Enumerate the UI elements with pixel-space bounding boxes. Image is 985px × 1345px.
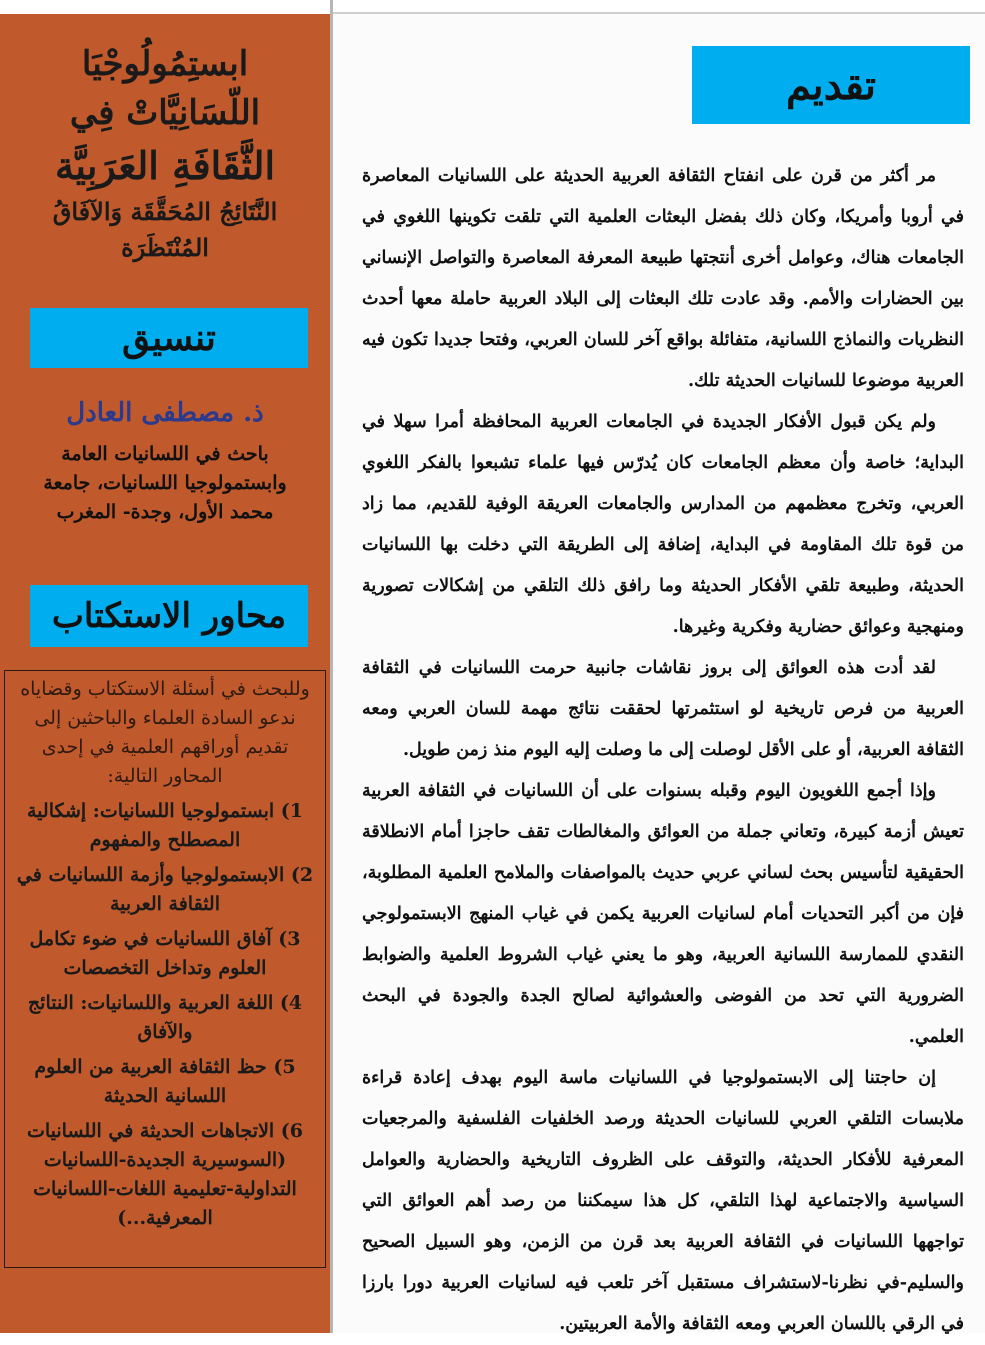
- axes-intro: وللبحث في أسئلة الاستكتاب وقضاياه ندعو السادة العلماء والباحثين إلى تقديم أوراقهم العلمية في إحدى المحاور التالية:: [20, 678, 310, 787]
- paragraph: لقد أدت هذه العوائق إلى بروز نقاشات جانبية حرمت اللسانيات في الثقافة العربية من فرص تاريخية لو استثمرتها لحققت نتائج مهمة للسان العربي ومعه الثقافة العربية، أو على الأقل لوصلت إلى ما وصلت إليه اليوم منذ زمن طويل.: [362, 658, 964, 760]
- coordination-heading: تنسيق: [30, 308, 308, 368]
- title-line-2: اللّسَانِيَّاتْ فِي: [69, 93, 261, 133]
- axis-item: 3) آفاق اللسانيات في ضوء تكامل العلوم وتداخل التخصصات: [29, 928, 301, 979]
- axis-item: 5) حظ الثقافة العربية من العلوم اللسانية الحديثة: [34, 1056, 296, 1107]
- axis-item: 1) ابستمولوجيا اللسانيات: إشكالية المصطلح والمفهوم: [27, 800, 303, 851]
- coordinator-description: باحث في اللسانيات العامة وابستمولوجيا اللسانيات، جامعة محمد الأول، وجدة- المغرب: [43, 443, 287, 523]
- axis-item: 4) اللغة العربية واللسانيات: النتائج والآفاق: [27, 992, 303, 1043]
- paragraph: وإذا أجمع اللغويون اليوم وقبله بسنوات على أن اللسانيات في الثقافة العربية تعيش أزمة كبيرة، وتعاني جملة من العوائق والمغالطات تقف حاجزا أمام الانطلاقة الحقيقية لتأسيس بحث لساني عربي حديث بالمواصفات والملامح العلمية المطلوبة، فإن من أكبر التحديات أمام لسانيات العربية يكمن في غياب المنهج الابستمولوجي النقدي للممارسة اللسانية العربية، وهو ما يعني غياب الشروط العلمية والضوابط الضرورية التي تحد من الفوضى والعشوائية لصالح الجدة والجودة في البحث العلمي.: [362, 781, 964, 1047]
- axis-item: 2) الابستمولوجيا وأزمة اللسانيات في الثقافة العربية: [16, 864, 314, 915]
- section-heading: تقديم: [692, 46, 970, 124]
- title-subtitle: النَّتَائِجُ المُحَقَّقَة وَالآفَاقُ المُنْتَظَرَة: [52, 197, 278, 262]
- publication-title: [20, 40, 310, 266]
- title-line-3: الثَّقَافَةِ العَرَبِيَّة: [54, 143, 276, 188]
- paragraph: ولم يكن قبول الأفكار الجديدة في الجامعات العربية المحافظة أمرا سهلا في البداية؛ خاصة وأن معظم الجامعات كان يُدرّس فيها علماء تشبعوا بالفكر اللغوي العربي، وتخرج معظمهم من المدارس والجامعات العريقة الوفية للقديم، مما زاد من قوة تلك المقاومة في البداية، إضافة إلى الطريقة التي دخلت بها اللسانيات الحديثة، وطبيعة تلقي الأفكار الحديثة وما رافق ذلك التلقي من إشكالات تصورية ومنهجية وعوائق حضارية وفكرية وغيرها.: [362, 412, 964, 637]
- axes-list: [4, 670, 326, 1268]
- paragraph: مر أكثر من قرن على انفتاح الثقافة العربية الحديثة على اللسانيات المعاصرة في أروبا وأمريكا، وكان ذلك بفضل البعثات العلمية التي تلقت تكوينها اللغوي في الجامعات هناك، وعوامل أخرى أنتجتها طبيعة المعرفة المعاصرة والتواصل الإنساني بين الحضارات والأمم. وقد عادت تلك البعثات إلى البلاد العربية حاملة معها أحدث النظريات والنماذج اللسانية، متفائلة بواقع آخر للسان العربي، وفتحا جديدا تكون فيه العربية موضوعا للسانيات الحديثة تلك.: [362, 166, 964, 391]
- axes-heading: محاور الاستكتاب: [30, 585, 308, 647]
- paragraph: إن حاجتنا إلى الابستمولوجيا في اللسانيات ماسة اليوم بهدف إعادة قراءة ملابسات التلقي العربي للسانيات الحديثة ورصد الخلفيات الفلسفية والمرجعيات المعرفية للأفكار الحديثة، والتوقف على الظروف التاريخية والحضارية والعوامل السياسية والاجتماعية لهذا التلقي، كل هذا سيمكننا من رصد أهم العوائق التي تواجهها اللسانيات في الثقافة العربية بعد قرن من الزمن، وهو السبيل الصحيح والسليم-في نظرنا-لاستشراف مستقبل آخر تلعب فيه لسانيات العربية دورا بارزا في الرقي باللسان العربي ومعه الثقافة والأمة العربيتين.: [362, 1068, 964, 1334]
- coordinator-name: ذ. مصطفى العادل: [66, 398, 264, 428]
- top-rule: [333, 12, 985, 14]
- axis-item: 6) الاتجاهات الحديثة في اللسانيات (السوسيرية الجديدة-اللسانيات التداولية-تعليمية اللغات-اللسانيات المعرفية...): [26, 1120, 304, 1229]
- body-text: [362, 156, 964, 1345]
- title-line-1: ابستِمُولُوجْيَا: [81, 44, 249, 84]
